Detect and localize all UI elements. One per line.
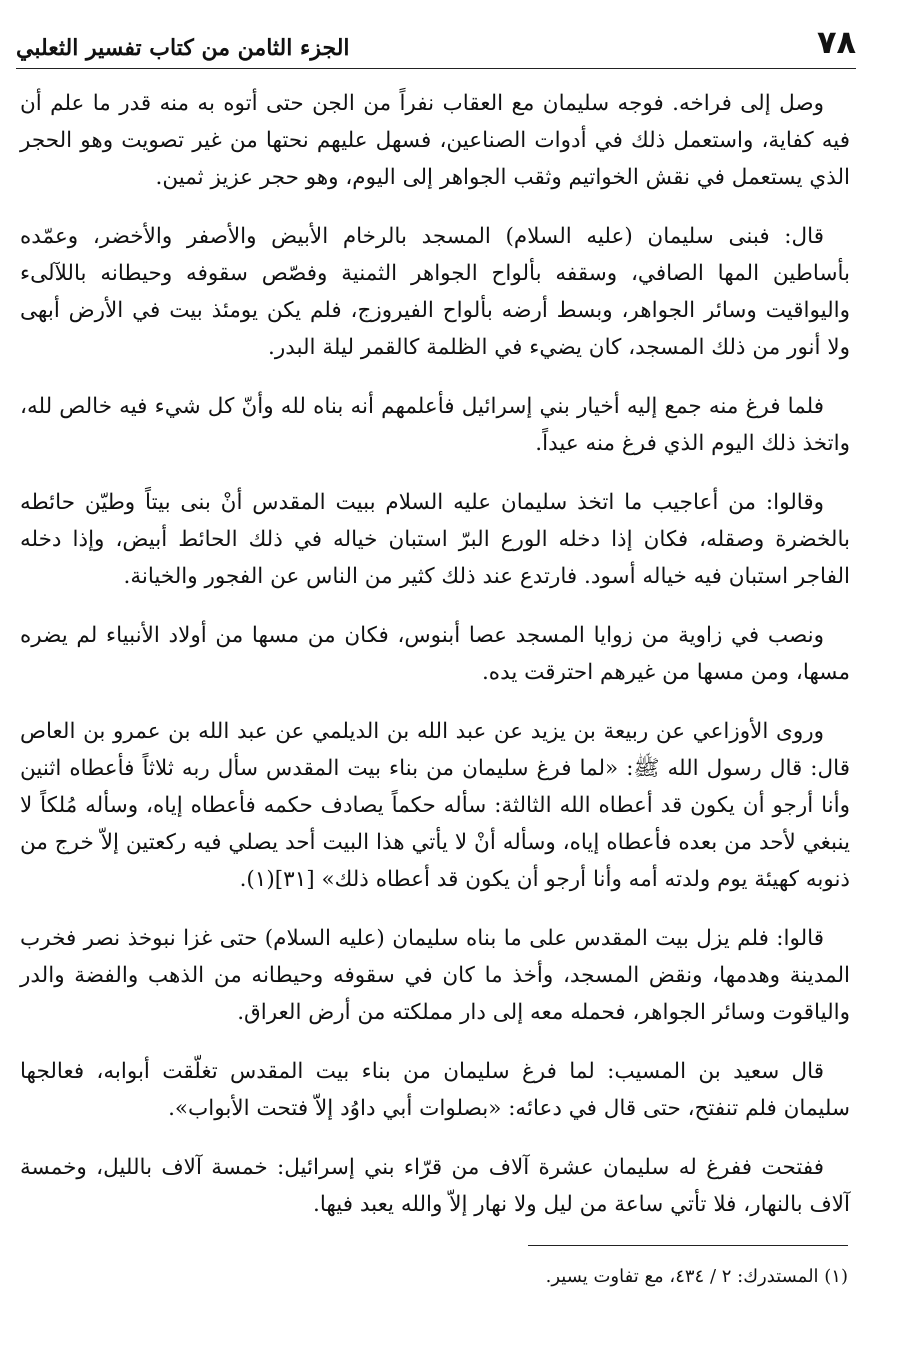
page-number: ٧٨ <box>816 23 856 61</box>
paragraph: ونصب في زاوية من زوايا المسجد عصا أبنوس، فكان من مسها من أولاد الأنبياء لم يضره مسها، ومن مسها من غيرهم احترقت يده. <box>20 623 850 685</box>
running-title: الجزء الثامن من كتاب تفسير الثعلبي <box>16 35 350 61</box>
paragraph: قالوا: فلم يزل بيت المقدس على ما بناه سليمان (عليه السلام) حتى غزا نبوخذ نصر فخرب المدينة وهدمها، ونقض المسجد، وأخذ ما كان في سقوفه وحيطانه من الذهب والفضة والدر والياقوت وسائر الجواهر، فحمله معه إلى دار مملكته من أرض العراق. <box>20 926 850 1025</box>
paragraph: وروى الأوزاعي عن ربيعة بن يزيد عن عبد الله بن الديلمي عن عبد الله بن عمرو بن العاص قال: قال رسول الله ﷺ: «لما فرغ سليمان من بناء بيت المقدس سأل ربه ثلاثاً فأعطاه اثنين وأنا أرجو أن يكون قد أعطاه الله الثالثة: سأله حكماً يصادف حكمه فأعطاه إياه، وسأله مُلكاً لا ينبغي لأحد من بعده فأعطاه إياه، وسأله أنْ لا يأتي هذا البيت أحد يصلي فيه ركعتين إلاّ خرج من ذنوبه كهيئة يوم ولدته أمه وأنا أرجو أن يكون قد أعطاه ذلك» [٣١](١). <box>20 719 850 892</box>
paragraph: وقالوا: من أعاجيب ما اتخذ سليمان عليه السلام ببيت المقدس أنْ بنى بيتاً وطيّن حائطه بالخضرة وصقله، فكان إذا دخله الورع البرّ استبان خياله في ذلك الحائط أبيض، وإذا دخله الفاجر استبان فيه خياله أسود. فارتدع عند ذلك كثير من الناس عن الفجور والخيانة. <box>20 490 850 589</box>
footnote-divider <box>528 1245 848 1246</box>
page-header <box>16 23 856 69</box>
paragraph: قال: فبنى سليمان (عليه السلام) المسجد بالرخام الأبيض والأصفر والأخضر، وعمّده بأساطين المها الصافي، وسقفه بألواح الجواهر الثمنية وفصّص سقوفه وحيطانه باللآلىء واليواقيت وسائر الجواهر، وبسط أرضه بألواح الفيروزج، فلم يكن يومئذ بيت في الأرض أبهى ولا أنور من ذلك المسجد، كان يضيء في الظلمة كالقمر ليلة البدر. <box>20 224 850 360</box>
paragraph: فلما فرغ منه جمع إليه أخيار بني إسرائيل فأعلمهم أنه بناه لله وأنّ كل شيء فيه خالص لله، واتخذ ذلك اليوم الذي فرغ منه عيداً. <box>20 394 850 456</box>
paragraph: وصل إلى فراخه. فوجه سليمان مع العقاب نفراً من الجن حتى أتوه به منه قدر ما علم أن فيه كفاية، واستعمل ذلك في أدوات الصناعين، فسهل عليهم نحتها من غير تصويت وهو الحجر الذي يستعمل في نقش الخواتيم وثقب الجواهر إلى اليوم، وهو حجر عزيز ثمين. <box>20 91 850 190</box>
paragraph: قال سعيد بن المسيب: لما فرغ سليمان من بناء بيت المقدس تغلّقت أبوابه، فعالجها سليمان فلم تنفتح، حتى قال في دعائه: «بصلوات أبي داوُد إلاّ فتحت الأبواب». <box>20 1059 850 1121</box>
paragraph: ففتحت ففرغ له سليمان عشرة آلاف من قرّاء بني إسرائيل: خمسة آلاف بالليل، وخمسة آلاف بالنهار، فلا تأتي ساعة من ليل ولا نهار إلاّ والله يعبد فيها. <box>20 1155 850 1217</box>
footnote: (١) المستدرك: ٢ / ٤٣٤، مع تفاوت يسير. <box>545 1266 848 1287</box>
page-body <box>20 85 850 1245</box>
